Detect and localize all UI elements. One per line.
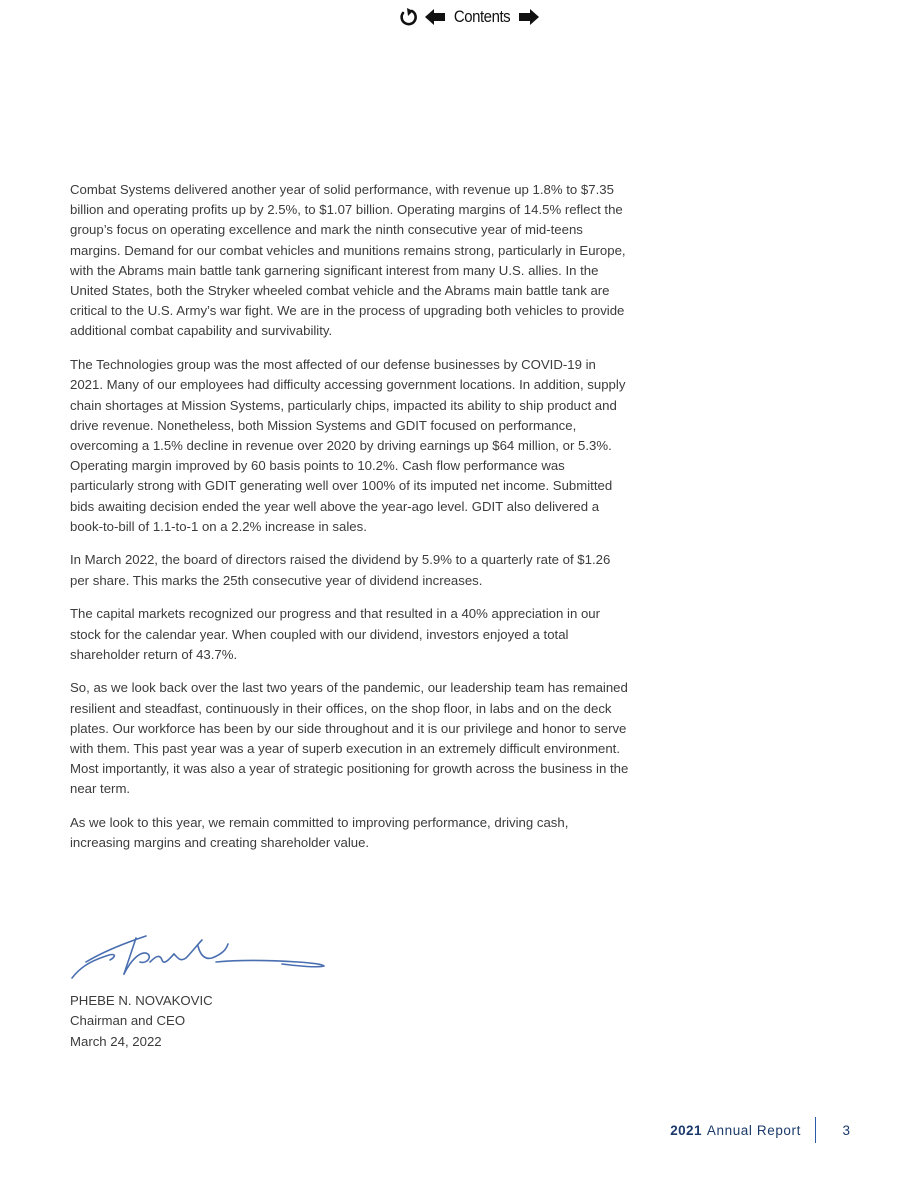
signer-title: Chairman and CEO xyxy=(70,1013,186,1029)
paragraph-technologies: The Technologies group was the most affected of our defense businesses by COVID-19 in 2021. Many of our employees had difficulty accessing government locations. In addition, supply chain shortages at Mission Systems, particularly chips, impacted its ability to ship product and drive revenue. Nonetheless, both Mission Systems and GDIT focused on performance, overcoming a 1.5% decline in revenue over 2020 by driving earnings up $64 million, or 5.3%. Operating margin improved by 60 basis points to 10.2%. Cash flow performance was particularly strong with GDIT generating well over 100% of its imputed net income. Submitted bids awaiting decision ended the year well above the year-ago level. GDIT also delivered a book-to-bill of 1.1-to-1 on a 2.2% increase in sales. xyxy=(70,357,626,534)
report-title: Annual Report xyxy=(706,1122,801,1138)
back-rotate-icon[interactable] xyxy=(396,6,420,28)
signer-name: PHEBE N. NOVAKOVIC xyxy=(70,993,213,1008)
page-footer xyxy=(670,1116,850,1144)
top-navigation xyxy=(396,4,540,30)
signature xyxy=(66,928,336,986)
paragraph-outlook: As we look to this year, we remain committed to improving performance, driving cash, increasing margins and creating shareholder value. xyxy=(70,815,569,851)
contents-link[interactable]: Contents xyxy=(453,7,511,26)
previous-page-arrow-icon[interactable] xyxy=(424,8,446,26)
paragraph-capital-markets: The capital markets recognized our progress and that resulted in a 40% appreciation in our stock for the calendar year. When coupled with our dividend, investors enjoyed a total shareholder return of 43.7%. xyxy=(70,606,600,662)
paragraph-dividend: In March 2022, the board of directors raised the dividend by 5.9% to a quarterly rate of $1.26 per share. This marks the 25th consecutive year of dividend increases. xyxy=(70,552,611,588)
page-number: 3 xyxy=(842,1122,850,1138)
paragraph-pandemic-review: So, as we look back over the last two years of the pandemic, our leadership team has remained resilient and steadfast, continuously in their offices, on the shop floor, in labs and on the deck plates. Our workforce has been by our side throughout and it is our privilege and honor to serve with them. This past year was a year of superb execution in an extremely difficult environment. Most importantly, it was also a year of strategic positioning for growth across the business in the near term. xyxy=(70,680,629,797)
footer-divider xyxy=(815,1117,817,1143)
next-page-arrow-icon[interactable] xyxy=(518,8,540,26)
paragraph-combat-systems: Combat Systems delivered another year of solid performance, with revenue up 1.8% to $7.35 billion and operating profits up by 2.5%, to $1.07 billion. Operating margins of 14.5% reflect the group’s focus on operating excellence and mark the ninth consecutive year of mid-teens margins. Demand for our combat vehicles and munitions remains strong, particularly in Europe, with the Abrams main battle tank garnering significant interest from many U.S. allies. In the United States, both the Stryker wheeled combat vehicle and the Abrams main battle tank are critical to the U.S. Army’s war fight. We are in the process of upgrading both vehicles to provide additional combat capability and survivability. xyxy=(70,182,626,339)
letter-body xyxy=(70,180,630,867)
report-year: 2021 xyxy=(670,1122,702,1138)
signer-date: March 24, 2022 xyxy=(70,1033,162,1049)
signer-block xyxy=(70,991,213,1052)
